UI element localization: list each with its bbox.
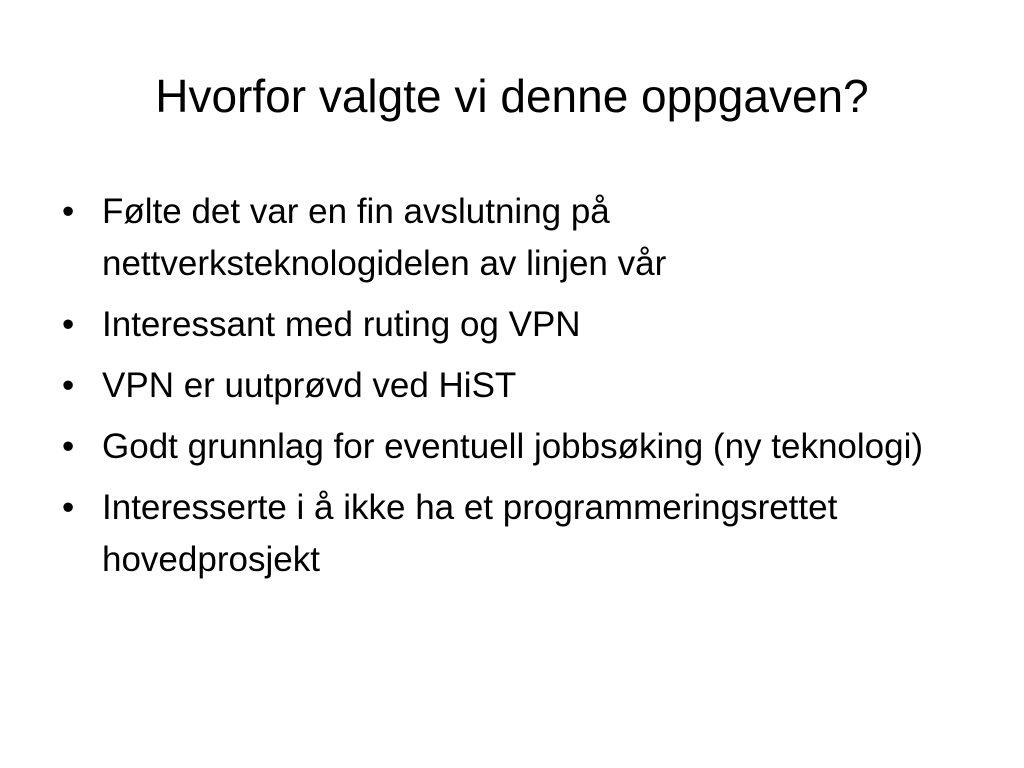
bullet-item xyxy=(62,360,982,412)
bullet-text: Følte det var en fin avslutning på nettverksteknologidelen av linjen vår xyxy=(102,192,667,283)
bullet-icon: • xyxy=(62,192,75,231)
bullet-list xyxy=(62,186,982,595)
bullet-item xyxy=(62,421,982,473)
bullet-icon: • xyxy=(62,427,75,466)
bullet-item xyxy=(62,186,982,290)
bullet-icon: • xyxy=(62,305,75,344)
bullet-item xyxy=(62,482,982,586)
slide-title: Hvorfor valgte vi denne oppgaven? xyxy=(155,70,869,122)
bullet-icon: • xyxy=(62,488,75,527)
bullet-text: Interessant med ruting og VPN xyxy=(102,305,581,344)
bullet-item xyxy=(62,299,982,351)
bullet-text: Interesserte i å ikke ha et programmeringsrettet hovedprosjekt xyxy=(102,488,838,579)
bullet-icon: • xyxy=(62,366,75,405)
bullet-text: VPN er uutprøvd ved HiST xyxy=(102,366,517,405)
bullet-text: Godt grunnlag for eventuell jobbsøking (ny teknologi) xyxy=(102,427,924,466)
